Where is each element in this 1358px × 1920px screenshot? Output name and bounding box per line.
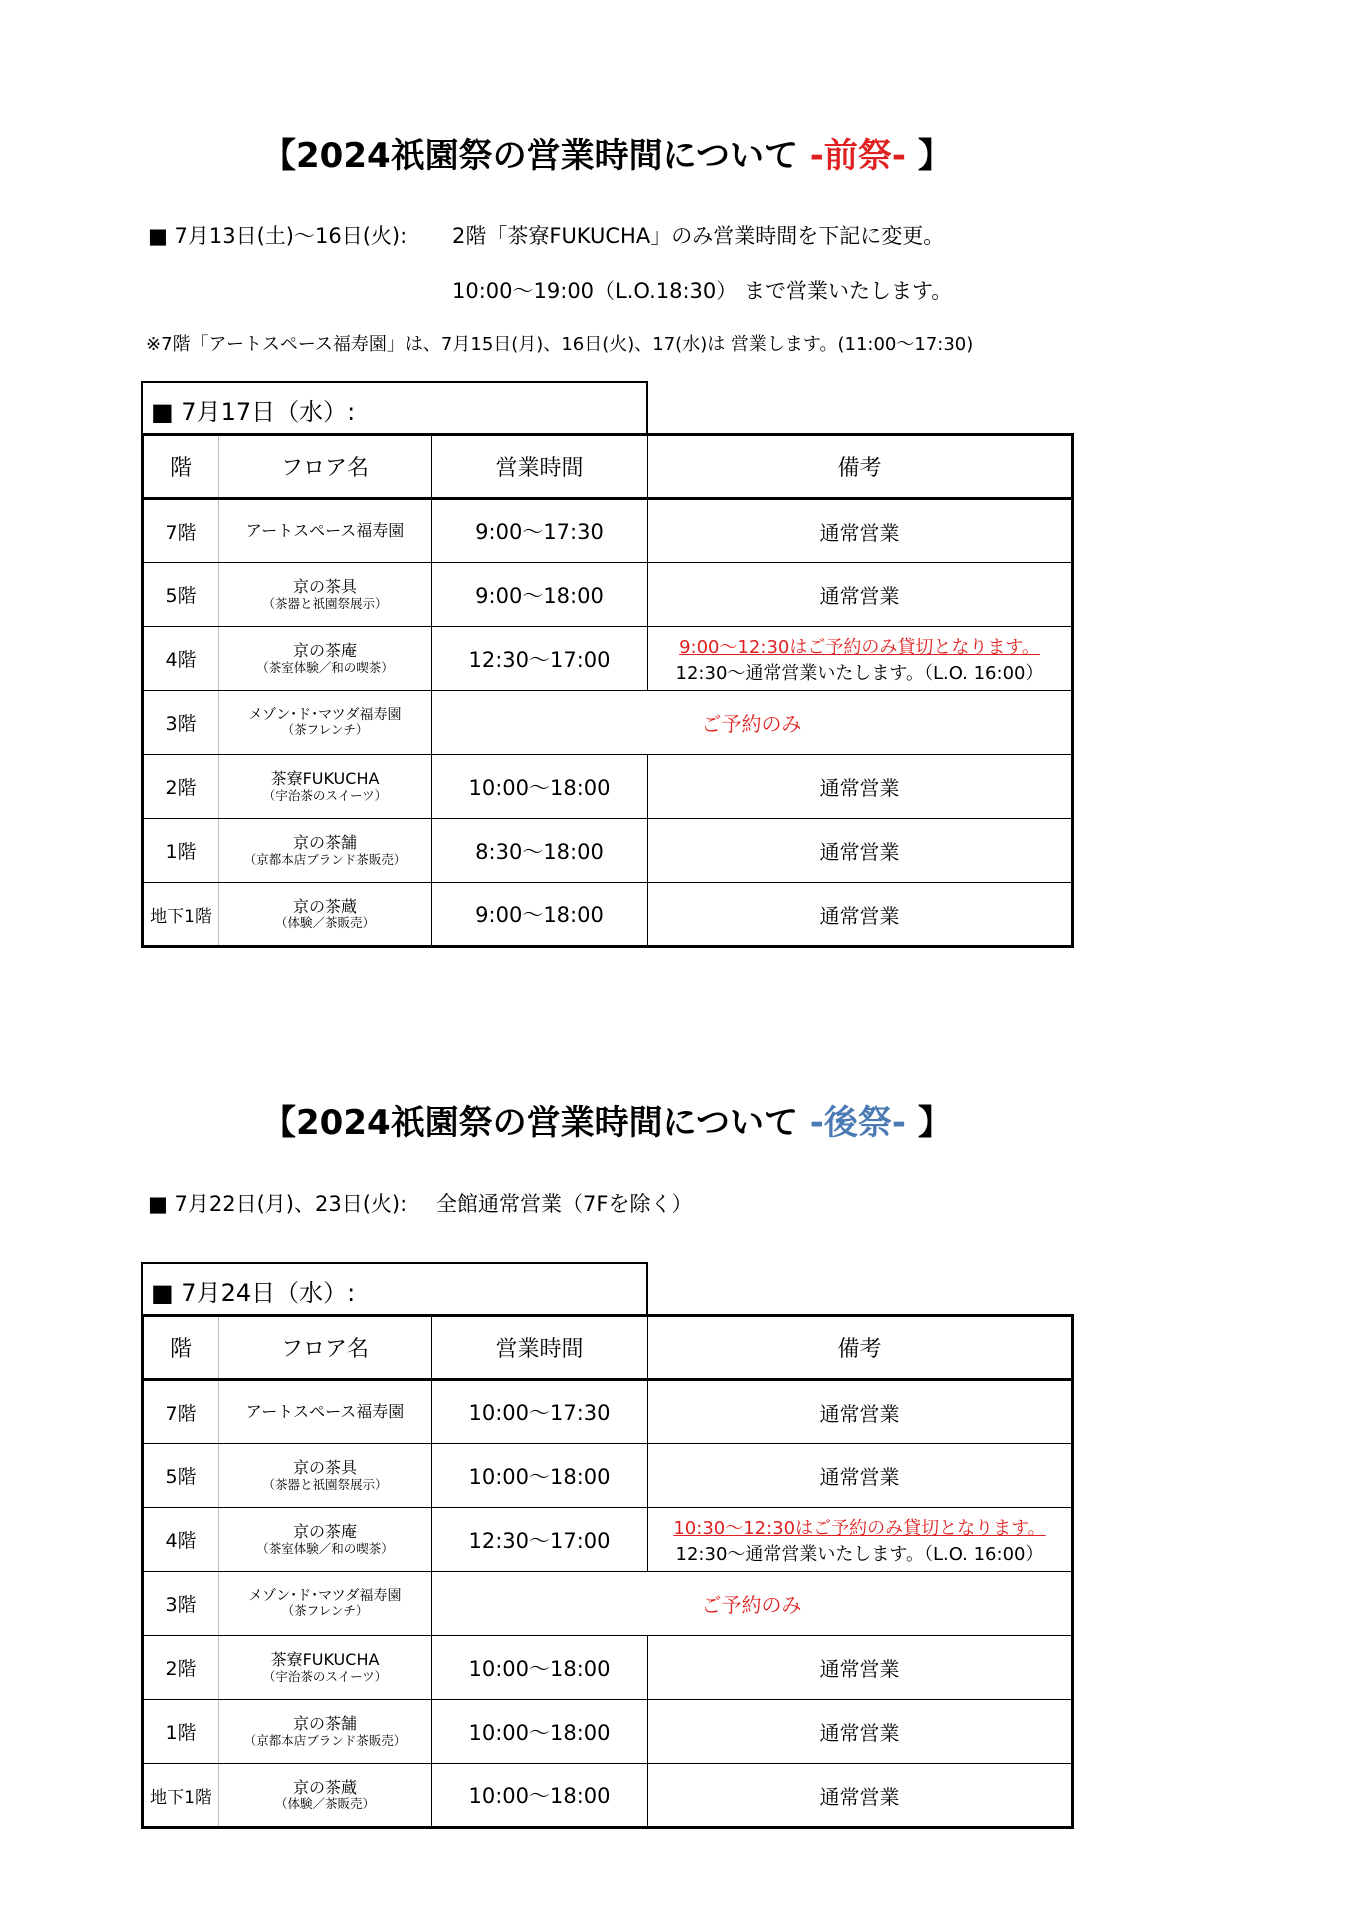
remark: 通常営業	[648, 1444, 1073, 1508]
floor-name: メゾン･ド･マツダ福寿園 （茶フレンチ）	[219, 1572, 432, 1636]
period-text: 全館通常営業（7Fを除く）	[436, 1192, 693, 1216]
floor-name: アートスペース福寿園	[219, 499, 432, 563]
hours: 10:00～18:00	[432, 1444, 648, 1508]
reservation-only: ご予約のみ	[432, 1572, 1073, 1636]
floor: 地下1階	[143, 1764, 219, 1828]
period-dates: ■ 7月22日(月)、23日(火):	[148, 1192, 408, 1216]
art-space-note: ※7階「アートスペース福寿園」は、7月15日(月)、16日(火)、17(水)は 営業します。(11:00～17:30)	[146, 334, 974, 355]
floor-name: 京の茶庵 （茶室体験／和の喫茶）	[219, 627, 432, 691]
floor: 3階	[143, 1572, 219, 1636]
table-row	[143, 1572, 1073, 1636]
floor: 4階	[143, 627, 219, 691]
remark: 通常営業	[648, 883, 1073, 947]
table-row	[143, 755, 1073, 819]
table-row	[143, 1508, 1073, 1572]
floor-name: 京の茶具 （茶器と祇園祭展示）	[219, 563, 432, 627]
title-end: 】	[917, 136, 952, 176]
reserve-note: 9:00～12:30はご予約のみ貸切となります。	[679, 636, 1040, 658]
remark	[648, 1508, 1073, 1572]
hours: 9:00～18:00	[432, 883, 648, 947]
header-remark: 備考	[648, 435, 1073, 499]
title-sub: -後祭-	[809, 1103, 907, 1143]
hours: 12:30～17:00	[432, 627, 648, 691]
table-header-row	[143, 435, 1073, 499]
remark	[648, 627, 1073, 691]
table-row	[143, 499, 1073, 563]
table-header-row	[143, 1316, 1073, 1380]
hours: 10:00～18:00	[432, 1636, 648, 1700]
floor-name: 京の茶具 （茶器と祇園祭展示）	[219, 1444, 432, 1508]
header-time: 営業時間	[432, 1316, 648, 1380]
hours: 12:30～17:00	[432, 1508, 648, 1572]
remark: 通常営業	[648, 819, 1073, 883]
remark: 通常営業	[648, 755, 1073, 819]
floor: 4階	[143, 1508, 219, 1572]
floor: 2階	[143, 1636, 219, 1700]
header-floor: 階	[143, 435, 219, 499]
day-label: ■ 7月24日（水）:	[141, 1262, 648, 1316]
hours: 9:00～17:30	[432, 499, 648, 563]
table-row	[143, 1764, 1073, 1828]
normal-note: 12:30～通常営業いたします。（L.O. 16:00）	[675, 662, 1044, 684]
remark: 通常営業	[648, 1380, 1073, 1444]
floor: 5階	[143, 1444, 219, 1508]
floor: 7階	[143, 1380, 219, 1444]
remark: 通常営業	[648, 563, 1073, 627]
hours: 9:00～18:00	[432, 563, 648, 627]
title-main: 【2024祇園祭の営業時間について	[262, 136, 798, 176]
day-label: ■ 7月17日（水）:	[141, 381, 648, 435]
floor-name: 京の茶庵 （茶室体験／和の喫茶）	[219, 1508, 432, 1572]
header-name: フロア名	[219, 435, 432, 499]
floor: 地下1階	[143, 883, 219, 947]
table-row	[143, 1380, 1073, 1444]
table-row	[143, 1444, 1073, 1508]
remark: 通常営業	[648, 1700, 1073, 1764]
period-hours: 10:00～19:00（L.O.18:30） まで営業いたします。	[452, 279, 953, 303]
floor-name: 京の茶蔵 （体験／茶販売）	[219, 883, 432, 947]
table-row	[143, 1636, 1073, 1700]
reserve-note: 10:30～12:30はご予約のみ貸切となります。	[673, 1517, 1046, 1539]
reservation-only: ご予約のみ	[432, 691, 1073, 755]
title-main: 【2024祇園祭の営業時間について	[262, 1103, 798, 1143]
table-row	[143, 691, 1073, 755]
period-dates: ■ 7月13日(土)～16日(火):	[148, 224, 408, 248]
floor: 1階	[143, 1700, 219, 1764]
remark: 通常営業	[648, 499, 1073, 563]
floor: 5階	[143, 563, 219, 627]
table-row	[143, 563, 1073, 627]
title-sub: -前祭-	[809, 136, 907, 176]
schedule-table	[141, 433, 1074, 948]
header-remark: 備考	[648, 1316, 1073, 1380]
table-row	[143, 883, 1073, 947]
floor-name: 京の茶蔵 （体験／茶販売）	[219, 1764, 432, 1828]
schedule-table	[141, 1314, 1074, 1829]
header-time: 営業時間	[432, 435, 648, 499]
floor: 3階	[143, 691, 219, 755]
floor-name: 京の茶舗 （京都本店ブランド茶販売）	[219, 819, 432, 883]
hours: 10:00～17:30	[432, 1380, 648, 1444]
floor: 7階	[143, 499, 219, 563]
hours: 10:00～18:00	[432, 755, 648, 819]
remark: 通常営業	[648, 1636, 1073, 1700]
floor-name: 茶寮FUKUCHA （宇治茶のスイーツ）	[219, 755, 432, 819]
remark: 通常営業	[648, 1764, 1073, 1828]
floor: 2階	[143, 755, 219, 819]
floor: 1階	[143, 819, 219, 883]
floor-name: 茶寮FUKUCHA （宇治茶のスイーツ）	[219, 1636, 432, 1700]
header-name: フロア名	[219, 1316, 432, 1380]
title-maesai	[262, 128, 952, 177]
floor-name: 京の茶舗 （京都本店ブランド茶販売）	[219, 1700, 432, 1764]
table-row	[143, 819, 1073, 883]
table-row	[143, 627, 1073, 691]
normal-note: 12:30～通常営業いたします。（L.O. 16:00）	[675, 1543, 1044, 1565]
floor-name: メゾン･ド･マツダ福寿園 （茶フレンチ）	[219, 691, 432, 755]
table-row	[143, 1700, 1073, 1764]
hours: 8:30～18:00	[432, 819, 648, 883]
hours: 10:00～18:00	[432, 1700, 648, 1764]
title-atomatsuri	[262, 1095, 952, 1144]
period-text: 2階「茶寮FUKUCHA」のみ営業時間を下記に変更。	[452, 224, 945, 248]
title-end: 】	[917, 1103, 952, 1143]
floor-name: アートスペース福寿園	[219, 1380, 432, 1444]
header-floor: 階	[143, 1316, 219, 1380]
hours: 10:00～18:00	[432, 1764, 648, 1828]
